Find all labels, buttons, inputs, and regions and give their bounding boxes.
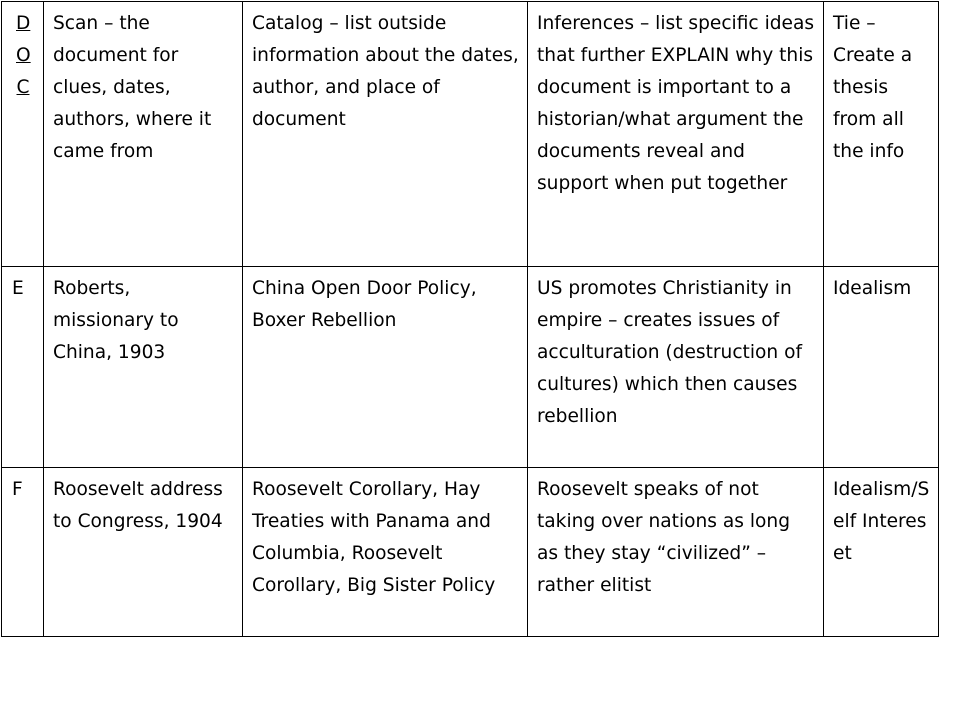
header-inferences-cell: Inferences – list specific ideas that further EXPLAIN why this document is important to a historian/what argument the documents reveal and support when put together [528,2,824,267]
table-row [2,267,939,468]
row-scan-cell: Roosevelt address to Congress, 1904 [44,468,243,637]
row-catalog-cell: Roosevelt Corollary, Hay Treaties with Panama and Columbia, Roosevelt Corollary, Big Sister Policy [243,468,528,637]
row-doc-cell: E [2,267,44,468]
table-row [2,468,939,637]
row-inferences-cell: Roosevelt speaks of not taking over nations as long as they stay “civilized” – rather elitist [528,468,824,637]
header-catalog-cell: Catalog – list outside information about the dates, author, and place of document [243,2,528,267]
doc-analysis-table [1,1,939,637]
row-catalog-cell: China Open Door Policy, Boxer Rebellion [243,267,528,468]
header-doc-label: DOC [16,13,31,98]
row-scan-cell: Roberts, missionary to China, 1903 [44,267,243,468]
header-tie-cell: Tie – Create a thesis from all the info [824,2,939,267]
row-tie-cell: Idealism/Self Intereset [824,468,939,637]
row-tie-cell: Idealism [824,267,939,468]
row-inferences-cell: US promotes Christianity in empire – creates issues of acculturation (destruction of cultures) which then causes rebellion [528,267,824,468]
header-doc-cell [2,2,44,267]
table-header-row [2,2,939,267]
header-scan-cell: Scan – the document for clues, dates, authors, where it came from [44,2,243,267]
row-doc-cell: F [2,468,44,637]
